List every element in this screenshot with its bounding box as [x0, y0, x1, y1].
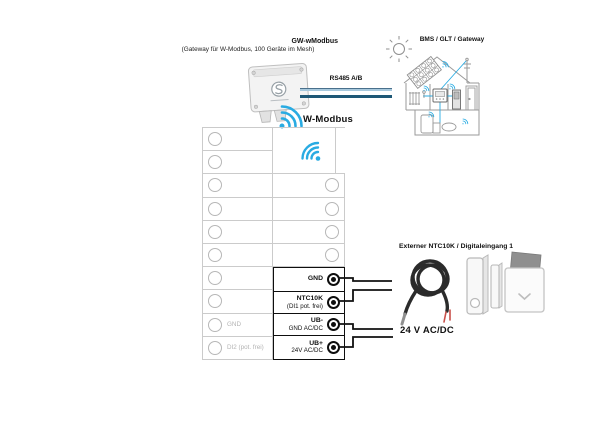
- power-label: 24 V AC/DC: [400, 325, 454, 336]
- table-row: [203, 198, 273, 221]
- bms-label: BMS / GLT / Gateway: [419, 36, 485, 43]
- control-panel-icon: [433, 89, 447, 102]
- solar-panel-icon: [407, 56, 441, 88]
- radiator-icon: [409, 91, 425, 105]
- mini-wifi-icon: [449, 84, 454, 89]
- terminal-hole-icon: [325, 248, 339, 262]
- external-input-label: Externer NTC10K / Digitaleingang 1: [399, 243, 514, 250]
- terminal-connector-icon: [327, 341, 340, 354]
- terminal-connector-icon: [327, 296, 340, 309]
- wired-terminal-block: [273, 267, 345, 360]
- terminal-row-gnd: GND: [274, 268, 344, 290]
- terminal-row-ub-plus: UB+ 24V AC/DC: [274, 335, 344, 357]
- terminal-connector-icon: [327, 273, 340, 286]
- mini-wifi-icon: [428, 112, 433, 117]
- table-row-di2: DI2 (pot. frei): [203, 337, 273, 360]
- door-contact-image: [464, 252, 504, 322]
- terminal-row-ub-minus: UB- GND AC/DC: [274, 313, 344, 335]
- terminal-table: [202, 127, 345, 360]
- mini-wifi-icon: [462, 119, 467, 124]
- ntc-probe-image: [394, 250, 466, 328]
- table-icon: [442, 123, 456, 131]
- terminal-row-ntc10k: NTC10K (DI1 pot. frei): [274, 291, 344, 313]
- probe-tip: [402, 314, 405, 324]
- page-title: GW-wModbus: [291, 38, 338, 45]
- house-outline: [404, 57, 479, 135]
- table-row: [203, 128, 273, 151]
- rs485-line-b: [300, 95, 392, 98]
- terminal-hole-icon: [208, 225, 222, 239]
- cabinet-icon: [453, 90, 461, 109]
- terminal-connector-icon: [327, 318, 340, 331]
- table-row: [273, 244, 345, 267]
- wires: [338, 278, 393, 347]
- table-row: [273, 198, 345, 221]
- wifi-signal-icon: [296, 139, 322, 163]
- table-row: [203, 267, 273, 290]
- table-row: [203, 290, 273, 313]
- table-row-gnd: GND: [203, 314, 273, 337]
- cable-gland-icon: [259, 111, 272, 123]
- building-illustration: [383, 28, 503, 140]
- rs485-line-a: [300, 88, 392, 91]
- divider: [335, 128, 336, 174]
- mini-wifi-icon: [423, 86, 428, 91]
- table-row: [203, 174, 273, 197]
- terminal-hole-icon: [208, 178, 222, 192]
- card-switch-image: [500, 250, 550, 316]
- antenna-icon: [463, 58, 471, 83]
- table-row: [273, 174, 345, 197]
- boiler-icon: [421, 115, 440, 133]
- table-row: [273, 221, 345, 244]
- table-row: [203, 221, 273, 244]
- table-row: [203, 151, 273, 174]
- network-lines: [423, 61, 466, 124]
- terminal-hole-icon: [208, 132, 222, 146]
- terminal-hole-icon: [208, 271, 222, 285]
- terminal-hole-icon: [208, 318, 222, 332]
- terminal-hole-icon: [208, 202, 222, 216]
- terminal-hole-icon: [208, 294, 222, 308]
- table-row: [203, 244, 273, 267]
- terminal-hole-icon: [325, 178, 339, 192]
- wmodbus-label: W-Modbus: [303, 114, 353, 125]
- page-subtitle: (Gateway für W-Modbus, 100 Geräte im Mesh): [181, 46, 315, 53]
- mini-wifi-icon: [442, 62, 448, 68]
- rs485-label: RS485 A/B: [329, 75, 363, 82]
- door-icon: [466, 86, 477, 110]
- terminal-hole-icon: [325, 202, 339, 216]
- terminal-hole-icon: [208, 341, 222, 355]
- terminal-hole-icon: [208, 248, 222, 262]
- terminal-hole-icon: [208, 155, 222, 169]
- terminal-hole-icon: [325, 225, 339, 239]
